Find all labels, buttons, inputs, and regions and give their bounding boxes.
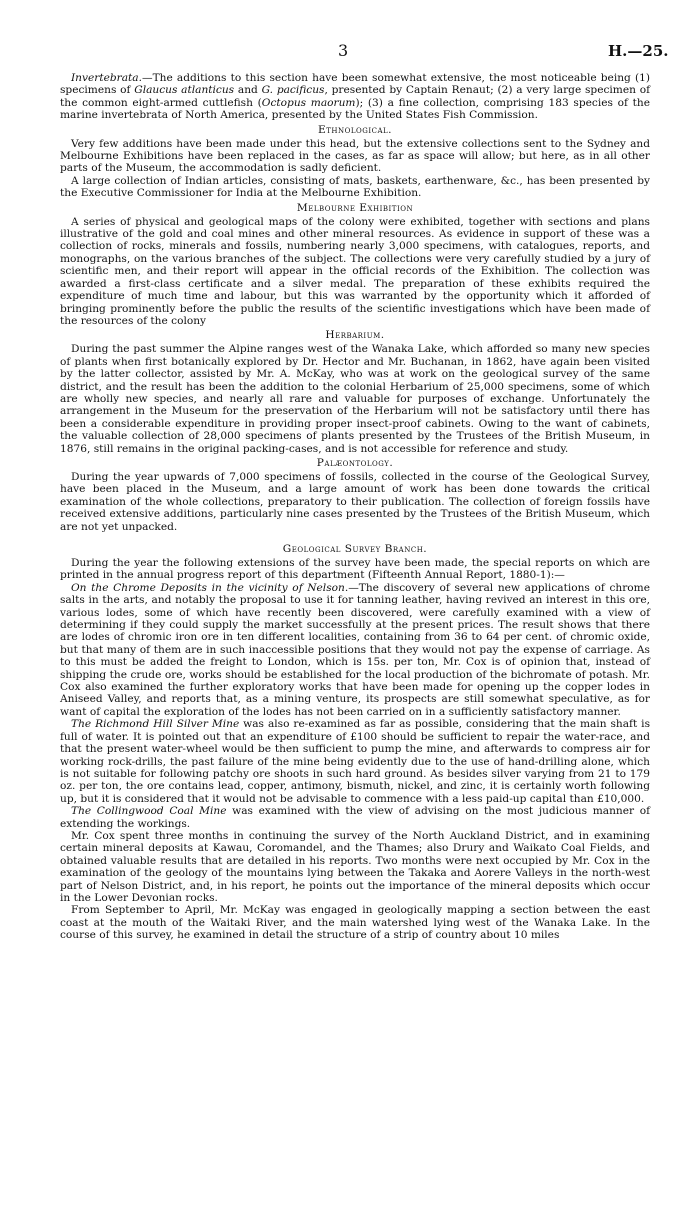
- heading-herbarium: Herbarium.: [325, 329, 385, 342]
- text-run: , presented by Captain Renaut; (2) a very large specimen of the common eight-armed cuttlefish (: [60, 84, 650, 109]
- heading-palaeontology: Palæontology.: [316, 456, 394, 469]
- species-name: Octopus maorum: [261, 96, 356, 109]
- species-name: Glaucus atlanticus: [134, 84, 235, 97]
- italic-lead: On the Chrome Deposits in the vicinity of Nelson.: [71, 581, 349, 594]
- paragraph-collingwood: [60, 805, 650, 830]
- paragraph-ethnological-1: Very few additions have been made under this head, but the extensive collections sent to the Sydney and Melbourne Exhibitions have been replaced in the cases, as far as space will allow; but here, as in all other parts of the Museum, the accommodation is sadly deficient.: [60, 137, 650, 175]
- species-name: G. pacificus: [261, 84, 325, 97]
- heading-melbourne-exhibition: Melbourne Exhibition: [296, 201, 414, 214]
- italic-lead: The Richmond Hill Silver Mine: [71, 718, 240, 731]
- paragraph-herbarium: During the past summer the Alpine ranges west of the Wanaka Lake, which afforded so many new species of plants when first botanically explored by Dr. Hector and Mr. Buchanan, in 1862, have again been visited by the latter collector, assisted by Mr. A. McKay, who was at work on the geological survey of the same district, and the result has been the addition to the colonial Herbarium of 25,000 specimens, some of which are wholly new species, and nearly all rare and valuable for purposes of exchange. Unfortunately the arrangement in the Museum for the preservation of the Herbarium will not be satisfactory until there has been a considerable expenditure in providing proper insect-proof cabinets. Owing to the want of cabinets, the valuable collection of 28,000 specimens of plants presented by the Trustees of the British Museum, in 1876, still remains in the original packing-cases, and is not accessible for reference and study.: [60, 343, 650, 455]
- section-spacer: [60, 533, 650, 541]
- paragraph-palaeontology: During the year upwards of 7,000 specimens of fossils, collected in the course of the Geological Survey, have been placed in the Museum, and a large amount of work has been done towards the critical examination of the whole collections, preparatory to their publication. The collection of foreign fossils have received extensive additions, particularly nine cases presented by the Trustees of the British Museum, which are not yet unpacked.: [60, 470, 650, 533]
- paragraph-mr-mckay: From September to April, Mr. McKay was engaged in geologically mapping a section between the east coast at the mouth of the Waitaki River, and the main watershed lying west of the Wanaka Lake. In the course of this survey, he examined in detail the structure of a strip of country about 10 miles: [60, 904, 650, 942]
- paragraph-richmond-hill: [60, 718, 650, 805]
- body-text: [60, 72, 650, 942]
- text-run: —The discovery of several new applications of chrome salts in the arts, and notably the proposal to use it for tanning leather, having revived an interest in this ore, various lodes, some of which have recently been discovered, were carefully examined with a view of determining if they could supply the market successfully at the present prices. The result shows that there are lodes of chromic iron ore in ten different localities, containing from 36 to 64 per cent. of chromic oxide, but that many of them are in such inaccessible positions that they would not pay the expense of carriage. As to this must be added the freight to London, which is 15s. per ton, Mr. Cox is of opinion that, instead of shipping the crude ore, works should be established for the local production of the bichromate of potash. Mr. Cox also examined the further exploratory works that have been made for opening up the copper lodes in Aniseed Valley, and reports that, as a mining venture, its prospects are still somewhat speculative, as for want of capital the exploration of the lodes has not been carried on in a sufficiently satisfactory manner.: [60, 581, 650, 718]
- paragraph-chrome-deposits: [60, 582, 650, 718]
- italic-lead: Invertebrata.: [71, 72, 142, 84]
- document-reference: H.—25.: [608, 42, 669, 60]
- paragraph-ethnological-2: A large collection of Indian articles, consisting of mats, baskets, earthenware, &c., has been presented by the Executive Commissioner for India at the Melbourne Exhibition.: [60, 174, 650, 200]
- text-run: was examined with the view of advising on the most judicious manner of extending the workings.: [60, 805, 650, 830]
- text-run: —The additions to this section have been somewhat extensive, the most noticeable being (1) specimens of: [60, 72, 650, 97]
- text-run: was also re-examined as far as possible, considering that the main shaft is full of water. It is pointed out that an expenditure of £100 should be sufficient to repair the water-race, and that the present water-wheel would be then sufficient to pump the mine, and afterwards to compress air for working rock-drills, the past failure of the mine being evidently due to the use of hand-drilling alone, which is not suitable for following patchy ore shoots in such hard ground. As besides silver varying from 21 to 179 oz. per ton, the ore contains lead, copper, antimony, bismuth, nickel, and zinc, it is certainly worth following up, but it is considered that it would not be advisable to commence with a less paid-up capital than £10,000.: [60, 718, 651, 805]
- heading-ethnological: Ethnological.: [317, 123, 393, 136]
- paragraph-melbourne-exhibition: A series of physical and geological maps of the colony were exhibited, together with sections and plans illustrative of the gold and coal mines and other mineral resources. As evidence in support of these was a collection of rocks, minerals and fossils, numbering nearly 3,000 specimens, with catalogues, reports, and monographs, on the various branches of the subject. The collections were very carefully studied by a jury of scientific men, and their report will appear in the official records of the Exhibition. The collection was awarded a first-class certificate and a silver medal. The preparation of these exhibits required the expenditure of much time and labour, but this was warranted by the opportunity which it afforded of bringing prominently before the public the results of the scientific investigations which have been made of the resources of the colony: [60, 215, 650, 327]
- paragraph-invertebrata: [60, 72, 650, 122]
- page-number: 3: [338, 41, 349, 60]
- heading-geological-survey-branch: Geological Survey Branch.: [282, 543, 428, 555]
- italic-lead: The Collingwood Coal Mine: [71, 805, 227, 818]
- text-run: and: [234, 84, 262, 97]
- text-run: ); (3) a fine collection, comprising 183 species of the marine invertebrata of North America, presented by the United States Fish Commission.: [60, 96, 650, 122]
- paragraph-mr-cox: Mr. Cox spent three months in continuing the survey of the North Auckland District, and in examining certain mineral deposits at Kawau, Coromandel, and the Thames; also Drury and Waikato Coal Fields, and obtained valuable results that are detailed in his reports. Two months were next occupied by Mr. Cox in the examination of the geology of the mountains lying between the Takaka and Aorere Valleys in the north-west part of Nelson District, and, in his report, he points out the importance of the mineral deposits which occur in the Lower Devonian rocks.: [60, 829, 650, 904]
- paragraph-geological-survey: During the year the following extensions of the survey have been made, the special reports on which are printed in the annual progress report of this department (Fifteenth Annual Report, 1880-1):—: [60, 557, 650, 582]
